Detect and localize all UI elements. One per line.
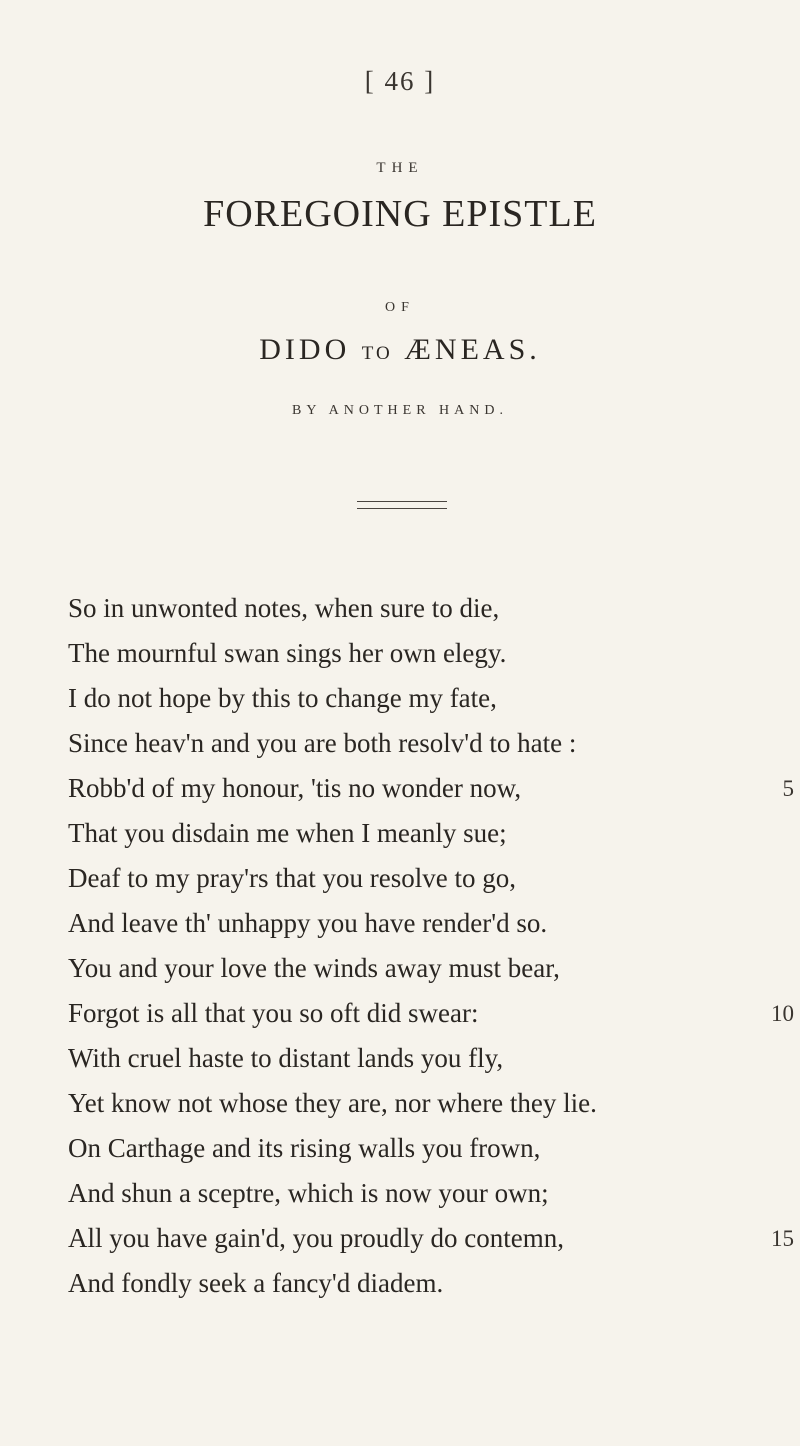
line-number: 10 <box>771 1001 794 1026</box>
poem-line-text: I do not hope by this to change my fate, <box>68 683 497 713</box>
poem-line <box>68 766 798 811</box>
poem-line-text: So in unwonted notes, when sure to die, <box>68 593 500 623</box>
line-number: 5 <box>782 776 794 801</box>
poem-line-text: All you have gain'd, you proudly do contemn, <box>68 1223 565 1253</box>
heading-to: TO <box>361 343 393 364</box>
poem-line-text: That you disdain me when I meanly sue; <box>68 818 507 848</box>
poem-line <box>68 1261 798 1306</box>
poem-line <box>68 1036 798 1081</box>
poem-line-text: And fondly seek a fancy'd diadem. <box>68 1268 444 1298</box>
byline: BY ANOTHER HAND. <box>292 403 508 418</box>
heading-the: THE <box>376 160 424 176</box>
poem-line <box>68 631 798 676</box>
poem-line-text: Forgot is all that you so oft did swear: <box>68 998 479 1028</box>
page-title: FOREGOING EPISTLE <box>203 193 597 235</box>
poem-line <box>68 721 798 766</box>
poem-line <box>68 946 798 991</box>
poem-line <box>68 811 798 856</box>
line-number: 15 <box>771 1226 794 1251</box>
poem-line-text: On Carthage and its rising walls you frown, <box>68 1133 541 1163</box>
poem-line <box>68 1081 798 1126</box>
poem-line <box>68 586 798 631</box>
poem-line <box>68 1171 798 1216</box>
heading-of: OF <box>385 300 415 315</box>
double-rule-divider <box>357 501 447 509</box>
poem-line <box>68 856 798 901</box>
heading-subtitle <box>0 333 800 367</box>
poem-line-text: You and your love the winds away must bear, <box>68 953 560 983</box>
poem-line <box>68 1126 798 1171</box>
poem-line-text: And leave th' unhappy you have render'd so. <box>68 908 548 938</box>
poem-line-text: Since heav'n and you are both resolv'd to hate : <box>68 728 577 758</box>
poem-line-text: And shun a sceptre, which is now your own; <box>68 1178 549 1208</box>
heading-dido: DIDO <box>259 333 351 366</box>
poem-line-text: Deaf to my pray'rs that you resolve to go, <box>68 863 517 893</box>
poem-line <box>68 991 798 1036</box>
page-number: [ 46 ] <box>364 66 436 96</box>
poem-line-text: The mournful swan sings her own elegy. <box>68 638 507 668</box>
heading-aeneas: ÆNEAS. <box>404 333 541 366</box>
poem-line <box>68 1216 798 1261</box>
poem-line <box>68 901 798 946</box>
poem-line <box>68 676 798 721</box>
poem-line-text: Robb'd of my honour, 'tis no wonder now, <box>68 773 522 803</box>
poem-line-text: With cruel haste to distant lands you fly, <box>68 1043 504 1073</box>
poem-line-text: Yet know not whose they are, nor where they lie. <box>68 1088 597 1118</box>
